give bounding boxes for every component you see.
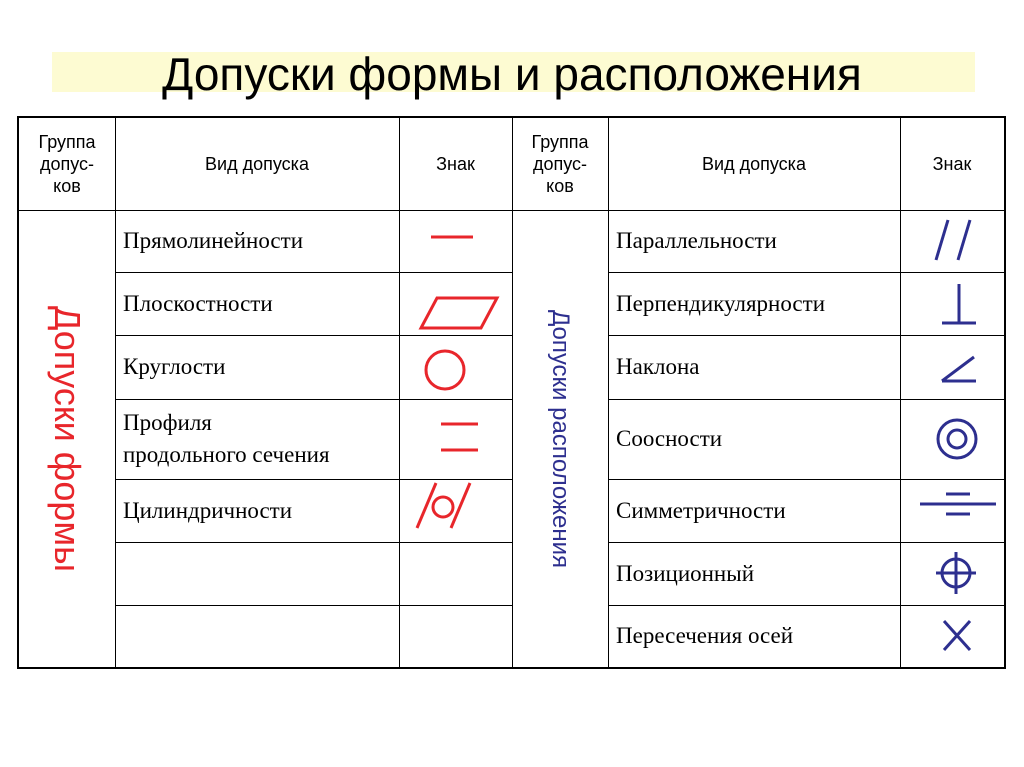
header-group-left — [19, 118, 115, 210]
profile-icon — [399, 399, 512, 479]
header-group-line1: Группа — [38, 132, 96, 152]
cylindricity-icon — [399, 479, 512, 542]
position-item-concentricity: Соосности — [616, 426, 723, 451]
position-group-label: Допуски расположения — [547, 309, 574, 568]
form-item-profile-line2: продольного сечения — [123, 442, 330, 467]
tolerance-table — [17, 116, 1006, 669]
symmetry-icon — [900, 479, 1004, 542]
header-type-right: Вид допуска — [702, 154, 806, 174]
position-group-label-cell — [512, 210, 608, 667]
form-group-label: Допуски формы — [47, 305, 89, 572]
perpendicularity-icon — [900, 272, 1004, 335]
header-group-right — [512, 118, 608, 210]
axes-intersection-icon — [900, 605, 1004, 667]
header-group-line3: ков — [53, 176, 81, 196]
form-item-cylindricity: Цилиндричности — [123, 497, 293, 523]
form-group-label-cell — [19, 210, 115, 667]
empty-cell — [115, 605, 399, 667]
form-item-roundness: Круглости — [123, 354, 226, 379]
form-item-straightness: Прямолинейности — [123, 228, 304, 253]
position-item-axes-intersection: Пересечения осей — [616, 623, 794, 648]
parallelism-icon — [900, 210, 1004, 272]
straightness-icon — [399, 210, 512, 272]
form-item-profile-line1: Профиля — [123, 410, 212, 435]
header-group-line1: Группа — [531, 132, 589, 152]
angularity-icon — [900, 335, 1004, 399]
header-sign-right: Знак — [932, 154, 972, 174]
form-item-profile — [115, 399, 399, 479]
position-item-angularity: Наклона — [616, 354, 700, 379]
roundness-icon — [399, 335, 512, 399]
flatness-icon — [399, 272, 512, 335]
position-item-symmetry: Симметричности — [616, 497, 786, 523]
header-group-line3: ков — [546, 176, 574, 196]
position-item-parallelism: Параллельности — [616, 228, 777, 253]
page-title: Допуски формы и расположения — [162, 48, 862, 100]
header-sign-left: Знак — [436, 154, 475, 174]
concentricity-icon — [900, 399, 1004, 479]
position-item-position: Позиционный — [616, 560, 754, 586]
empty-cell — [115, 542, 399, 605]
position-icon — [900, 542, 1004, 605]
position-item-perpendicularity: Перпендикулярности — [616, 290, 825, 316]
header-type-left: Вид допуска — [205, 154, 309, 174]
header-group-line2: допус- — [39, 154, 95, 174]
form-item-flatness: Плоскостности — [123, 290, 273, 316]
header-group-line2: допус- — [532, 154, 588, 174]
